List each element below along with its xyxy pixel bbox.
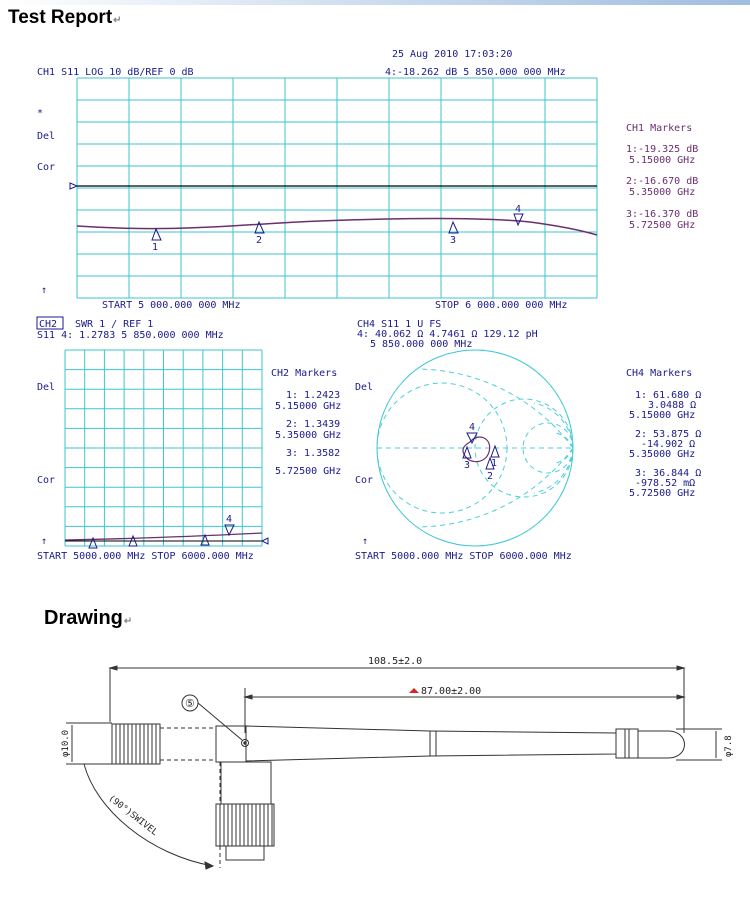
overall-arrow-left	[110, 666, 117, 670]
ch1-header: CH1 S11 LOG 10 dB/REF 0 dB	[37, 67, 194, 78]
ch1-marker-1-value: 1:-19.325 dB	[626, 144, 699, 155]
ch4-panel	[355, 319, 701, 562]
ch4-arrow-label: ↑	[362, 536, 369, 547]
callout-label: ⑤	[185, 697, 195, 710]
swivel-knurl	[216, 804, 274, 846]
ch1-marker-4-label: 4	[515, 204, 522, 215]
ch4-del-label: Del	[355, 382, 374, 393]
ch2-marker-3	[201, 535, 209, 545]
ch4-marker-2-label: 2	[487, 471, 494, 482]
ch4-marker-2-l1: 2: 53.875 Ω	[635, 429, 702, 440]
ch1-marker-1-freq: 5.15000 GHz	[629, 155, 696, 166]
ch1-stop: STOP 6 000.000 000 MHz	[435, 300, 568, 311]
overall-length-label: 108.5±2.0	[368, 656, 423, 667]
timestamp: 25 Aug 2010 17:03:20	[392, 49, 513, 60]
left-diameter-label: φ10.0	[61, 729, 71, 757]
drawing-title: Drawing↵	[44, 607, 133, 629]
ch2-footer: START 5000.000 MHz STOP 6000.000 MHz	[37, 551, 254, 562]
ch1-marker-readout: 4:-18.262 dB 5 850.000 000 MHz	[385, 67, 566, 78]
ch1-marker-2-freq: 5.35000 GHz	[629, 187, 696, 198]
ch1-star-label: *	[37, 108, 44, 119]
ch1-panel	[37, 49, 698, 311]
swivel-arc	[84, 764, 213, 866]
ch2-header: SWR 1 / REF 1	[75, 319, 154, 330]
ch1-marker-2-value: 2:-16.670 dB	[626, 176, 699, 187]
ch1-marker-3-value: 3:-16.370 dB	[626, 209, 699, 220]
antenna-whip	[246, 726, 616, 761]
ch1-marker-1-label: 1	[152, 242, 159, 253]
ch4-marker-1-label: 1	[491, 458, 498, 469]
ch1-ref-pointer	[70, 183, 77, 189]
ch2-marker-3-value: 3: 1.3582	[286, 448, 341, 459]
swivel-knurl-lines	[220, 804, 272, 846]
swivel-foot	[226, 846, 264, 860]
antenna-drawing	[61, 656, 734, 869]
overall-arrow-right	[677, 666, 684, 670]
ch4-marker-2-freq: 5.35000 GHz	[629, 449, 696, 460]
ch2-panel	[37, 317, 341, 562]
element-arrow-right	[677, 695, 684, 699]
ch2-marker-2-value: 2: 1.3439	[286, 419, 341, 430]
ch1-arrow-label: ↑	[41, 285, 48, 296]
whip-tip	[638, 731, 685, 758]
ch2-marker-1-freq: 5.15000 GHz	[275, 401, 342, 412]
swivel-arc-arrow	[205, 862, 213, 869]
ch4-marker-1-l1: 1: 61.680 Ω	[635, 390, 702, 401]
ch2-del-label: Del	[37, 382, 56, 393]
report-title: Test Report↵	[8, 7, 122, 28]
ch1-start: START 5 000.000 000 MHz	[102, 300, 241, 311]
element-arrow-left	[245, 695, 252, 699]
whip-collar	[616, 729, 638, 758]
ch4-marker-1-l2: 3.0488 Ω	[648, 400, 697, 411]
tip-diameter-label: φ7.8	[724, 735, 734, 757]
ch2-grid	[65, 350, 262, 546]
ch1-marker-1	[152, 229, 161, 240]
swivel-body	[221, 762, 271, 804]
ch2-cor-label: Cor	[37, 475, 56, 486]
swivel-label: (90°)SWIVEL	[106, 793, 160, 839]
ch4-marker-3-freq: 5.72500 GHz	[629, 488, 696, 499]
ch1-marker-2-label: 2	[256, 235, 263, 246]
callout-leader	[198, 703, 242, 740]
connector-sleeve	[160, 728, 216, 760]
ch4-marker-3-label: 3	[464, 460, 471, 471]
ch4-cor-label: Cor	[355, 475, 374, 486]
ch4-marker-3	[463, 447, 471, 458]
ch2-arrow-label: ↑	[41, 536, 48, 547]
ch2-marker-4-label: 4	[226, 514, 233, 525]
ch2-marker-3-freq: 5.72500 GHz	[275, 466, 342, 477]
ch2-marker-2-freq: 5.35000 GHz	[275, 430, 342, 441]
knurl-lines	[116, 724, 156, 764]
ch4-footer: START 5000.000 MHz STOP 6000.000 MHz	[355, 551, 572, 562]
ch2-markers-title: CH2 Markers	[271, 368, 338, 379]
ch4-marker-1-freq: 5.15000 GHz	[629, 410, 696, 421]
ch2-tag: CH2	[39, 319, 58, 330]
ch1-del-label: Del	[37, 131, 56, 142]
ch4-marker-3-l1: 3: 36.844 Ω	[635, 468, 702, 479]
ch4-header: CH4 S11 1 U FS	[357, 319, 442, 330]
ch4-line3: 5 850.000 000 MHz	[370, 339, 473, 350]
ch1-cor-label: Cor	[37, 162, 56, 173]
ch4-line2: 4: 40.062 Ω 4.7461 Ω 129.12 pH	[357, 329, 538, 340]
ch1-marker-3-label: 3	[450, 235, 457, 246]
ch1-marker-3-freq: 5.72500 GHz	[629, 220, 696, 231]
ch2-marker-1-value: 1: 1.2423	[286, 390, 341, 401]
ch4-marker-4-label: 4	[469, 422, 476, 433]
ch1-marker-3	[449, 222, 458, 233]
ch1-marker-4	[514, 214, 523, 225]
ch1-grid	[77, 78, 597, 298]
ch2-ref-pointer	[262, 538, 268, 544]
ch1-markers-title: CH1 Markers	[626, 123, 693, 134]
ch2-line2: S11 4: 1.2783 5 850.000 000 MHz	[37, 330, 224, 341]
ch4-marker-2-l2: -14.902 Ω	[641, 439, 696, 450]
ch4-marker-3-l2: -978.52 mΩ	[635, 478, 696, 489]
element-flag-triangle	[409, 688, 419, 693]
element-length-label: 87.00±2.00	[421, 686, 482, 697]
ch4-markers-title: CH4 Markers	[626, 368, 693, 379]
smith-chart	[377, 350, 573, 546]
